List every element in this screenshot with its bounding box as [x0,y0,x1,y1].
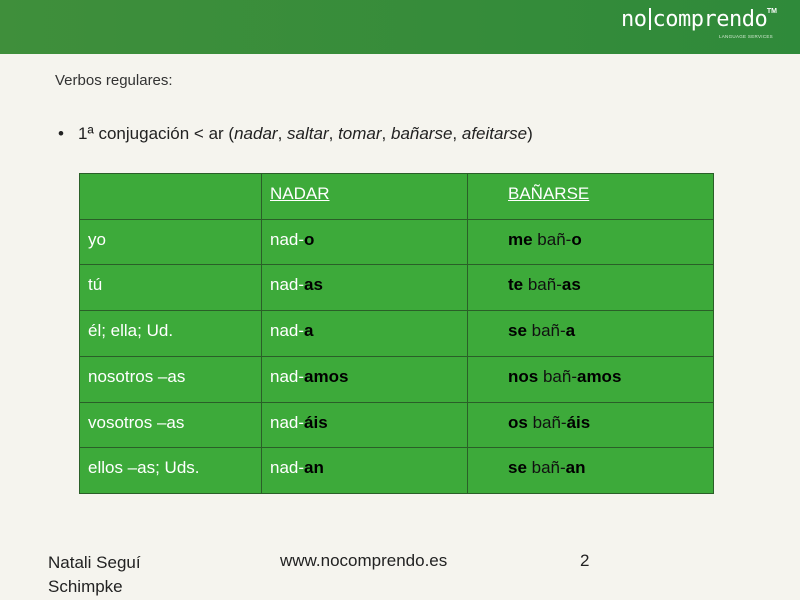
nadar-cell: nad-o [262,219,468,265]
table-header-row [80,174,714,220]
banarse-cell: os bañ-áis [468,402,714,448]
nadar-cell: nad-a [262,311,468,357]
bullet-icon: • [58,124,64,143]
nocomprendo-logo: no comprendo TM LANGUAGE SERVICES [621,7,777,39]
person-cell: tú [80,265,262,311]
header-cell-nadar: NADAR [262,174,468,220]
person-cell: vosotros –as [80,402,262,448]
person-cell: ellos –as; Uds. [80,448,262,494]
banarse-cell: se bañ-an [468,448,714,494]
nadar-cell: nad-an [262,448,468,494]
author-line: Natali Seguí [48,553,141,572]
footer-url[interactable]: www.nocomprendo.es [280,551,448,570]
verb-example: tomar [338,124,382,143]
banarse-cell: nos bañ-amos [468,356,714,402]
footer-author [48,551,141,599]
header-cell-empty [80,174,262,220]
person-cell: él; ella; Ud. [80,311,262,357]
verb-example: nadar [234,124,278,143]
table-row [80,356,714,402]
nadar-cell: nad-áis [262,402,468,448]
person-cell: yo [80,219,262,265]
banarse-cell: te bañ-as [468,265,714,311]
slide-subtitle: Verbos regulares: [55,72,173,89]
author-line: Schimpke [48,577,123,596]
header-cell-banarse: BAÑARSE [468,174,714,220]
table-row [80,448,714,494]
verb-example: afeitarse [461,124,528,143]
person-cell: nosotros –as [80,356,262,402]
table-row [80,311,714,357]
nadar-cell: nad-amos [262,356,468,402]
conjugation-table [79,173,714,494]
table-row [80,219,714,265]
nadar-cell: nad-as [262,265,468,311]
bullet-conjugation: • 1ª conjugación < ar (nadar, saltar, tomar, bañarse, afeitarse) [58,124,533,143]
banarse-cell: me bañ-o [468,219,714,265]
verb-example: saltar [287,124,329,143]
table-row [80,402,714,448]
page-number: 2 [580,551,590,570]
verb-example: bañarse [390,124,453,143]
table-row [80,265,714,311]
bullet-prefix: 1ª conjugación < ar ( [78,124,235,143]
banarse-cell: se bañ-a [468,311,714,357]
